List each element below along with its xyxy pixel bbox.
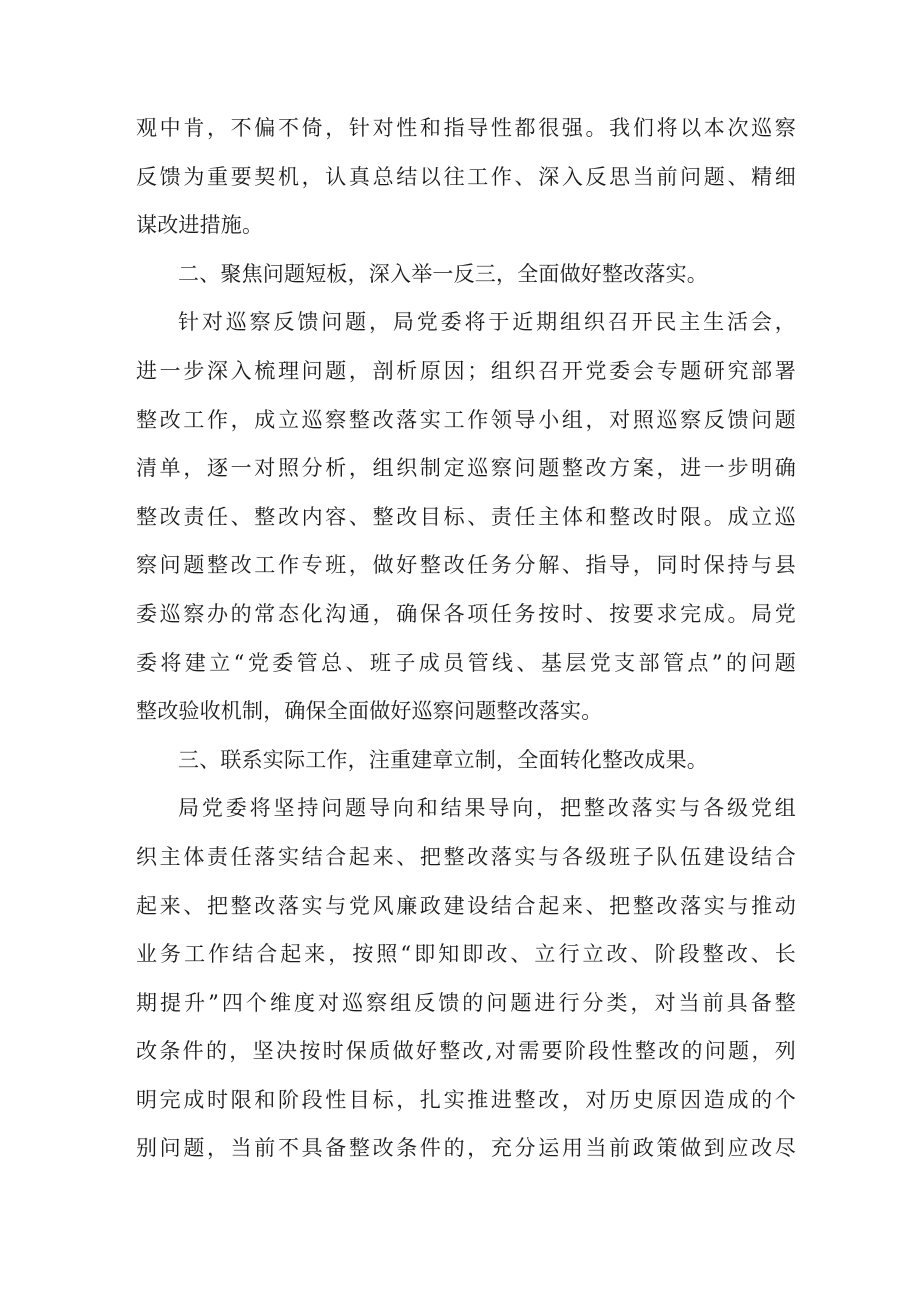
text-line: 整改责任、整改内容、整改目标、责任主体和整改时限。成立巡 [136,504,796,529]
text-line: 整改工作，成立巡察整改落实工作领导小组，对照巡察反馈问题 [136,407,796,432]
text-line: 反馈为重要契机，认真总结以往工作、深入反思当前问题、精细 [136,164,796,189]
text-line: 改条件的，坚决按时保质做好整改,对需要阶段性整改的问题，列 [136,1039,796,1064]
text-line: 业务工作结合起来，按照“即知即改、立行立改、阶段整改、长 [136,942,796,967]
text-line: 明完成时限和阶段性目标，扎实推进整改，对历史原因造成的个 [136,1087,796,1112]
text-line: 织主体责任落实结合起来、把整改落实与各级班子队伍建设结合 [136,844,796,869]
text-line: 整改验收机制，确保全面做好巡察问题整改落实。 [136,699,603,724]
text-line: 清单，逐一对照分析，组织制定巡察问题整改方案，进一步明确 [136,456,796,481]
text-line: 观中肯，不偏不倚，针对性和指导性都很强。我们将以本次巡察 [136,116,796,140]
text-line: 委巡察办的常态化沟通，确保各项任务按时、按要求完成。局党 [136,601,796,626]
paragraph-first-line: 三、联系实际工作，注重建章立制，全面转化整改成果。 [178,747,708,772]
paragraph-first-line: 二、聚焦问题短板，深入举一反三，全面做好整改落实。 [178,261,708,286]
document-body [136,104,796,1173]
text-line: 进一步深入梳理问题，剖析原因；组织召开党委会专题研究部署 [136,358,796,383]
text-line: 起来、把整改落实与党风廉政建设结合起来、把整改落实与推动 [136,893,796,918]
text-line: 委将建立“党委管总、班子成员管线、基层党支部管点”的问题 [136,650,796,675]
text-line: 谋改进措施。 [136,213,264,238]
text-line: 别问题，当前不具备整改条件的，充分运用当前政策做到应改尽 [136,1136,796,1161]
text-line: 察问题整改工作专班，做好整改任务分解、指导，同时保持与县 [136,553,796,578]
paragraph-first-line: 针对巡察反馈问题，局党委将于近期组织召开民主生活会， [178,310,796,335]
text-line: 期提升”四个维度对巡察组反馈的问题进行分类，对当前具备整 [136,990,796,1015]
paragraph-first-line: 局党委将坚持问题导向和结果导向，把整改落实与各级党组 [178,796,796,821]
